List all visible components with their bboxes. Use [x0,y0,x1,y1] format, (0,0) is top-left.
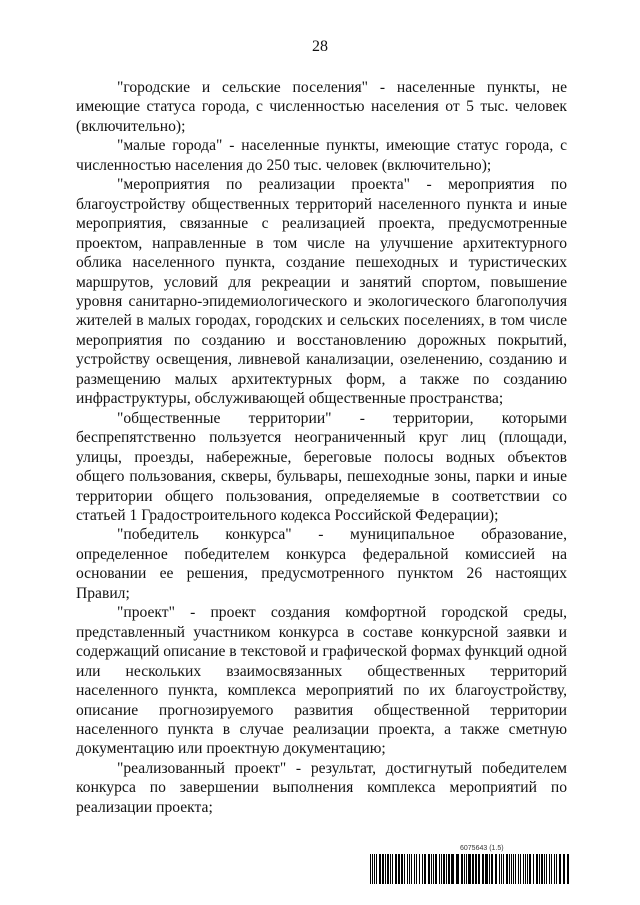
page-number: 28 [312,38,328,55]
barcode-icon [370,854,570,884]
paragraph-project: "проект" - проект создания комфортной городской среды, представленный участником конкурса в составе конкурсной заявки и содержащий описание в текстовой и графической формах функций одной или нескольких взаимосвязанных общественных территорий населенного пункта, комплекса мероприятий по их благоустройству, описание прогнозируемого развития общественной территории населенного пункта в случае реализации проекта, а также сметную документацию или проектную документацию; [76,604,567,758]
document-body [76,78,567,817]
document-code: 6075643 (1.5) [460,845,504,852]
paragraph-urban-rural-settlements: "городские и сельские поселения" - населенные пункты, не имеющие статуса города, с численностью населения от 5 тыс. человек (включительно); [76,79,567,135]
barcode [370,854,570,884]
paragraph-public-territories: "общественные территории" - территории, которыми беспрепятственно пользуется неограниченный круг лиц (площади, улицы, проезды, набережные, береговые полосы водных объектов общего пользования, скверы, бульвары, пешеходные зоны, парки и иные территории общего пользования, определяемые в соответствии со статьей 1 Градостроительного кодекса Российской Федерации); [76,409,567,524]
paragraph-contest-winner: "победитель конкурса" - муниципальное образование, определенное победителем конкурса федеральной комиссией на основании ее решения, предусмотренного пунктом 26 настоящих Правил; [76,526,567,602]
paragraph-project-measures: "мероприятия по реализации проекта" - мероприятия по благоустройству общественных территорий населенного пункта и иные мероприятия, связанные с реализацией проекта, предусмотренные проектом, направленные в том числе на улучшение архитектурного облика населенного пункта, создание пешеходных и туристических маршрутов, условий для рекреации и занятий спортом, повышение уровня санитарно-эпидемиологического и экологического благополучия жителей в малых городах, городских и сельских поселениях, в том числе мероприятия по созданию и восстановлению дорожных покрытий, устройству освещения, ливневой канализации, озеленению, созданию и размещению малых архитектурных форм, а также по созданию инфраструктуры, обслуживающей общественные пространства; [76,176,567,408]
paragraph-small-towns: "малые города" - населенные пункты, имеющие статус города, с численностью населения до 250 тыс. человек (включительно); [76,137,567,174]
paragraph-implemented-project: "реализованный проект" - результат, достигнутый победителем конкурса по завершении выполнения комплекса мероприятий по реализации проекта; [76,759,567,816]
